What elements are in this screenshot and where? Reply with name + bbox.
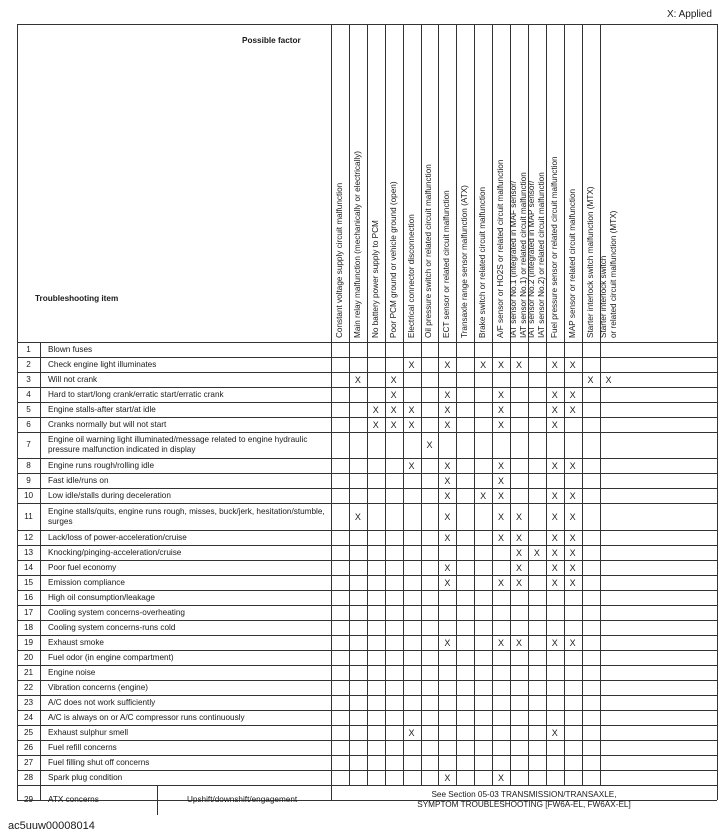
applied-mark: X <box>444 419 451 430</box>
factor-header-line: MAP sensor or related circuit malfunction <box>567 188 577 338</box>
row-number: 4 <box>26 389 31 399</box>
row-number: 24 <box>23 712 34 722</box>
applied-mark: X <box>390 389 397 400</box>
row-item: Hard to start/long crank/erratic start/erratic crank <box>48 389 224 399</box>
applied-mark: X <box>426 440 433 450</box>
applied-mark: X <box>569 389 576 400</box>
row-number: 17 <box>23 607 34 617</box>
row-item: Fuel filling shut off concerns <box>48 757 150 767</box>
row-number: 7 <box>26 440 31 449</box>
row-item: Exhaust sulphur smell <box>48 727 129 737</box>
applied-mark: X <box>569 460 576 471</box>
row-number: 11 <box>24 511 33 521</box>
factor-header <box>509 172 529 338</box>
applied-mark: X <box>444 490 451 501</box>
factor-column-divider <box>582 24 583 785</box>
applied-mark: X <box>551 511 558 522</box>
factor-header <box>496 160 506 338</box>
factor-header <box>407 214 417 338</box>
row-item: Emission compliance <box>48 577 125 587</box>
row-number: 29 <box>23 795 34 804</box>
row-number: 15 <box>23 577 34 587</box>
row-number: 25 <box>23 727 34 737</box>
applied-mark: X <box>444 562 451 573</box>
atx-sub-divider <box>157 785 158 815</box>
row-item: Fast idle/runs on <box>48 475 109 485</box>
row-number: 20 <box>23 652 34 662</box>
applied-mark: X <box>551 359 558 370</box>
applied-mark: X <box>444 475 451 486</box>
applied-mark: X <box>498 359 505 370</box>
applied-mark: X <box>569 511 576 522</box>
factor-column-divider <box>600 24 601 785</box>
factor-header-line: Starter interlock switch <box>598 255 608 338</box>
applied-mark: X <box>569 577 576 588</box>
applied-mark: X <box>444 389 451 400</box>
applied-mark: X <box>498 460 505 471</box>
row-number: 3 <box>26 374 31 384</box>
row-number: 10 <box>23 490 34 500</box>
applied-mark: X <box>515 577 522 588</box>
applied-mark: X <box>551 490 558 501</box>
applied-mark: X <box>551 577 558 588</box>
applied-mark: X <box>533 547 540 558</box>
section-reference-line: SYMPTOM TROUBLESHOOTING [FW6A-EL, FW6AX-EL] <box>417 800 631 809</box>
applied-mark: X <box>498 490 505 501</box>
applied-mark: X <box>480 490 487 501</box>
row-item: Poor fuel economy <box>48 562 117 572</box>
factor-column-divider <box>349 24 350 785</box>
row-item: Low idle/stalls during deceleration <box>48 490 171 500</box>
applied-mark: X <box>551 547 558 558</box>
applied-mark: X <box>408 727 415 738</box>
applied-mark: X <box>569 404 576 415</box>
section-reference-line: See Section 05-03 TRANSMISSION/TRANSAXLE, <box>431 790 617 799</box>
row-item: Engine stalls/quits, engine runs rough, misses, buck/jerk, hesitation/stumble, surges <box>48 506 325 526</box>
factor-header <box>389 181 399 338</box>
row-item: Will not crank <box>48 374 98 384</box>
row-item: A/C does not work sufficiently <box>48 697 156 707</box>
factor-column-divider <box>528 24 529 785</box>
applied-mark: X <box>569 359 576 370</box>
factor-header-line: Starter interlock switch malfunction (MTX) <box>585 186 595 338</box>
factor-header-line: Main relay malfunction (mechanically or electrically) <box>352 150 362 338</box>
factor-header-line: ECT sensor or related circuit malfunction <box>442 190 452 338</box>
applied-mark: X <box>515 547 522 558</box>
row-number: 23 <box>23 697 34 707</box>
factor-header-line: Constant voltage supply circuit malfunction <box>334 182 344 338</box>
applied-mark: X <box>444 532 451 543</box>
applied-mark: X <box>444 359 451 370</box>
row-number: 13 <box>23 547 34 557</box>
applied-mark: X <box>551 562 558 573</box>
row-item: Engine stalls-after start/at idle <box>48 404 156 414</box>
applied-mark: X <box>587 374 594 385</box>
applied-mark: X <box>551 419 558 430</box>
applied-mark: X <box>605 374 612 385</box>
applied-mark: X <box>354 374 361 385</box>
applied-mark: X <box>498 475 505 486</box>
applied-mark: X <box>569 562 576 573</box>
troubleshooting-table <box>17 24 717 809</box>
applied-mark: X <box>515 511 522 522</box>
applied-mark: X <box>498 511 505 522</box>
row-number: 28 <box>23 772 34 782</box>
row-item: A/C is always on or A/C compressor runs continuously <box>48 712 245 722</box>
applied-mark: X <box>390 374 397 385</box>
factor-header-line: IAT sensor No.2) or related circuit malfunction <box>536 172 546 338</box>
factor-column-divider <box>456 24 457 785</box>
applied-mark: X <box>569 490 576 501</box>
row-number: 9 <box>26 475 31 485</box>
figure-id: ac5uuw00008014 <box>8 820 95 832</box>
factor-header-line: No battery power supply to PCM <box>370 220 380 338</box>
applied-mark: X <box>444 511 451 522</box>
row-item: Engine noise <box>48 667 96 677</box>
factor-header-line: IAT sensor No.1) or related circuit malfunction <box>518 172 528 338</box>
row-divider <box>17 785 717 786</box>
applied-mark: X <box>408 460 415 471</box>
applied-mark: X <box>515 637 522 648</box>
applied-mark: X <box>498 772 505 783</box>
row-number: 6 <box>26 419 31 429</box>
row-number: 1 <box>26 344 31 354</box>
applied-mark: X <box>444 460 451 471</box>
row-item: Check engine light illuminates <box>48 359 157 369</box>
factor-header <box>424 164 434 338</box>
factor-header-line: Fuel pressure sensor or related circuit malfunction <box>549 156 559 338</box>
row-item: Cranks normally but will not start <box>48 419 167 429</box>
factor-header-line: A/F sensor or HO2S or related circuit malfunction <box>496 159 506 338</box>
applied-mark: X <box>498 404 505 415</box>
row-item: High oil consumption/leakage <box>48 592 155 602</box>
legend-applied: X: Applied <box>666 9 712 20</box>
row-item: Vibration concerns (engine) <box>48 682 148 692</box>
row-number: 19 <box>23 637 34 647</box>
factor-header-line: IAT sensor No.2 (integrated in MAP sensor/ <box>526 180 536 338</box>
factor-header <box>478 187 488 338</box>
row-number: 16 <box>23 592 34 602</box>
applied-mark: X <box>372 404 379 415</box>
row-number: 22 <box>23 682 34 692</box>
factor-header <box>371 220 381 338</box>
applied-mark: X <box>498 637 505 648</box>
row-subitem: Upshift/downshift/engagement <box>187 795 298 804</box>
applied-mark: X <box>551 404 558 415</box>
applied-mark: X <box>551 637 558 648</box>
applied-mark: X <box>569 532 576 543</box>
row-number: 5 <box>26 404 31 414</box>
factor-header <box>460 185 470 338</box>
applied-mark: X <box>480 359 487 370</box>
row-number: 14 <box>23 562 34 572</box>
row-item: Blown fuses <box>48 344 93 354</box>
row-item: Spark plug condition <box>48 772 123 782</box>
row-item: Engine runs rough/rolling idle <box>48 460 155 470</box>
factor-header-line: Brake switch or related circuit malfunction <box>478 186 488 338</box>
factor-header-line: Poor PCM ground or vehicle ground (open) <box>388 181 398 338</box>
applied-mark: X <box>515 359 522 370</box>
factor-column-divider <box>510 24 511 785</box>
factor-header <box>568 189 578 338</box>
row-number: 27 <box>23 757 34 767</box>
applied-mark: X <box>390 419 397 430</box>
applied-mark: X <box>444 772 451 783</box>
applied-mark: X <box>569 547 576 558</box>
item-column-divider <box>331 24 332 800</box>
factor-header-line: IAT sensor No.1 (integrated in MAF sensor/ <box>508 180 518 338</box>
factor-header <box>550 156 560 338</box>
row-number: 2 <box>26 359 31 369</box>
no-column-divider <box>40 342 41 800</box>
applied-mark: X <box>551 532 558 543</box>
factor-header-line: Electrical connector disconnection <box>406 214 416 338</box>
factor-header-line: Transaxle range sensor malfunction (ATX) <box>460 185 470 338</box>
applied-mark: X <box>551 389 558 400</box>
row-item: Lack/loss of power-acceleration/cruise <box>48 532 187 542</box>
applied-mark: X <box>444 404 451 415</box>
applied-mark: X <box>551 460 558 471</box>
row-number: 12 <box>23 532 34 542</box>
applied-mark: X <box>408 419 415 430</box>
applied-mark: X <box>515 532 522 543</box>
row-item: Cooling system concerns-runs cold <box>48 622 176 632</box>
applied-mark: X <box>551 727 558 738</box>
applied-mark: X <box>498 419 505 430</box>
applied-mark: X <box>498 577 505 588</box>
row-number: 21 <box>23 667 34 677</box>
row-item: Cooling system concerns-overheating <box>48 607 185 617</box>
row-item: Fuel refill concerns <box>48 742 117 752</box>
row-number: 26 <box>23 742 34 752</box>
table-border-right <box>717 24 718 800</box>
possible-factor-title: Possible factor <box>242 36 301 45</box>
factor-header <box>586 186 596 338</box>
row-item: Engine oil warning light illuminated/message related to engine hydraulic pressure malfunction indicated in display <box>48 435 308 454</box>
applied-mark: X <box>354 511 361 522</box>
factor-header-line: Oil pressure switch or related circuit malfunction <box>424 164 434 338</box>
factor-header <box>335 183 345 338</box>
row-number: 8 <box>26 460 31 470</box>
applied-mark: X <box>390 404 397 415</box>
section-reference-note <box>331 790 717 810</box>
factor-column-divider <box>421 24 422 785</box>
applied-mark: X <box>372 419 379 430</box>
factor-header <box>527 172 547 338</box>
factor-header <box>442 190 452 338</box>
row-item: ATX concerns <box>48 795 99 804</box>
row-item: Fuel odor (in engine compartment) <box>48 652 174 662</box>
row-item: Exhaust smoke <box>48 637 104 647</box>
applied-mark: X <box>408 359 415 370</box>
applied-mark: X <box>498 532 505 543</box>
factor-header-line: or related circuit malfunction (MTX) <box>608 210 618 338</box>
applied-mark: X <box>569 637 576 648</box>
applied-mark: X <box>444 577 451 588</box>
applied-mark: X <box>515 562 522 573</box>
factor-column-divider <box>474 24 475 785</box>
row-item: Knocking/pinging-acceleration/cruise <box>48 547 182 557</box>
factor-header <box>599 211 619 338</box>
factor-header <box>353 151 363 338</box>
applied-mark: X <box>498 389 505 400</box>
applied-mark: X <box>408 404 415 415</box>
row-number: 18 <box>23 622 34 632</box>
applied-mark: X <box>444 637 451 648</box>
troubleshooting-item-title: Troubleshooting item <box>35 294 119 303</box>
